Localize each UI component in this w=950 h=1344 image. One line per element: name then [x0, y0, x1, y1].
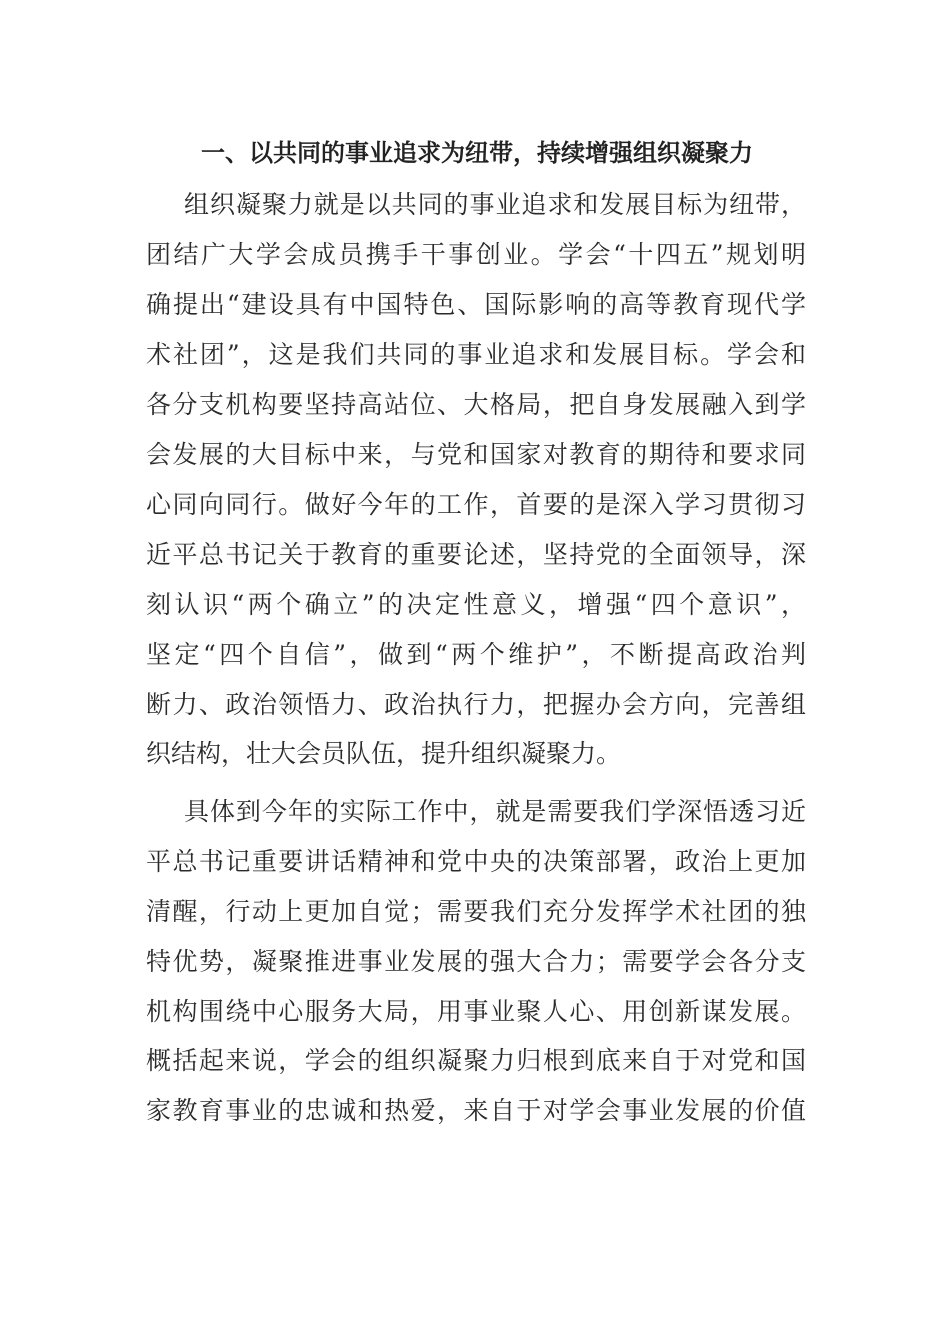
paragraph-1-line: 织结构，壮大会员队伍，提升组织凝聚力。	[146, 739, 622, 768]
paragraph-1-line: 术社团”，这是我们共同的事业追求和发展目标。学会和	[146, 340, 806, 369]
paragraph-1-line: 心同向同行。做好今年的工作，首要的是深入学习贯彻习	[146, 490, 806, 519]
paragraph-1-line: 近平总书记关于教育的重要论述，坚持党的全面领导，深	[146, 540, 806, 569]
paragraph-2-line: 具体到今年的实际工作中，就是需要我们学深悟透习近	[184, 797, 806, 826]
paragraph-2-line: 机构围绕中心服务大局，用事业聚人心、用创新谋发展。	[146, 997, 806, 1026]
paragraph-2-line: 家教育事业的忠诚和热爱，来自于对学会事业发展的价值	[146, 1096, 806, 1125]
paragraph-2-line: 清醒，行动上更加自觉；需要我们充分发挥学术社团的独	[146, 897, 806, 926]
paragraph-2-line: 平总书记重要讲话精神和党中央的决策部署，政治上更加	[146, 847, 806, 876]
paragraph-1-line: 各分支机构要坚持高站位、大格局，把自身发展融入到学	[146, 390, 806, 419]
paragraph-2-line: 特优势，凝聚推进事业发展的强大合力；需要学会各分支	[146, 947, 806, 976]
paragraph-1-line: 断力、政治领悟力、政治执行力，把握办会方向，完善组	[146, 690, 806, 719]
paragraph-1-line: 刻认识“两个确立”的决定性意义，增强“四个意识”，	[146, 590, 806, 619]
paragraph-1-line: 确提出“建设具有中国特色、国际影响的高等教育现代学	[146, 290, 806, 319]
paragraph-1-line: 坚定“四个自信”，做到“两个维护”，不断提高政治判	[146, 640, 806, 669]
section-heading: 一、以共同的事业追求为纽带，持续增强组织凝聚力	[201, 139, 753, 167]
paragraph-1-line: 会发展的大目标中来，与党和国家对教育的期待和要求同	[146, 440, 806, 469]
paragraph-1-line: 组织凝聚力就是以共同的事业追求和发展目标为纽带，	[184, 190, 806, 219]
paragraph-2-line: 概括起来说，学会的组织凝聚力归根到底来自于对党和国	[146, 1046, 806, 1075]
paragraph-1-line: 团结广大学会成员携手干事创业。学会“十四五”规划明	[146, 240, 806, 269]
